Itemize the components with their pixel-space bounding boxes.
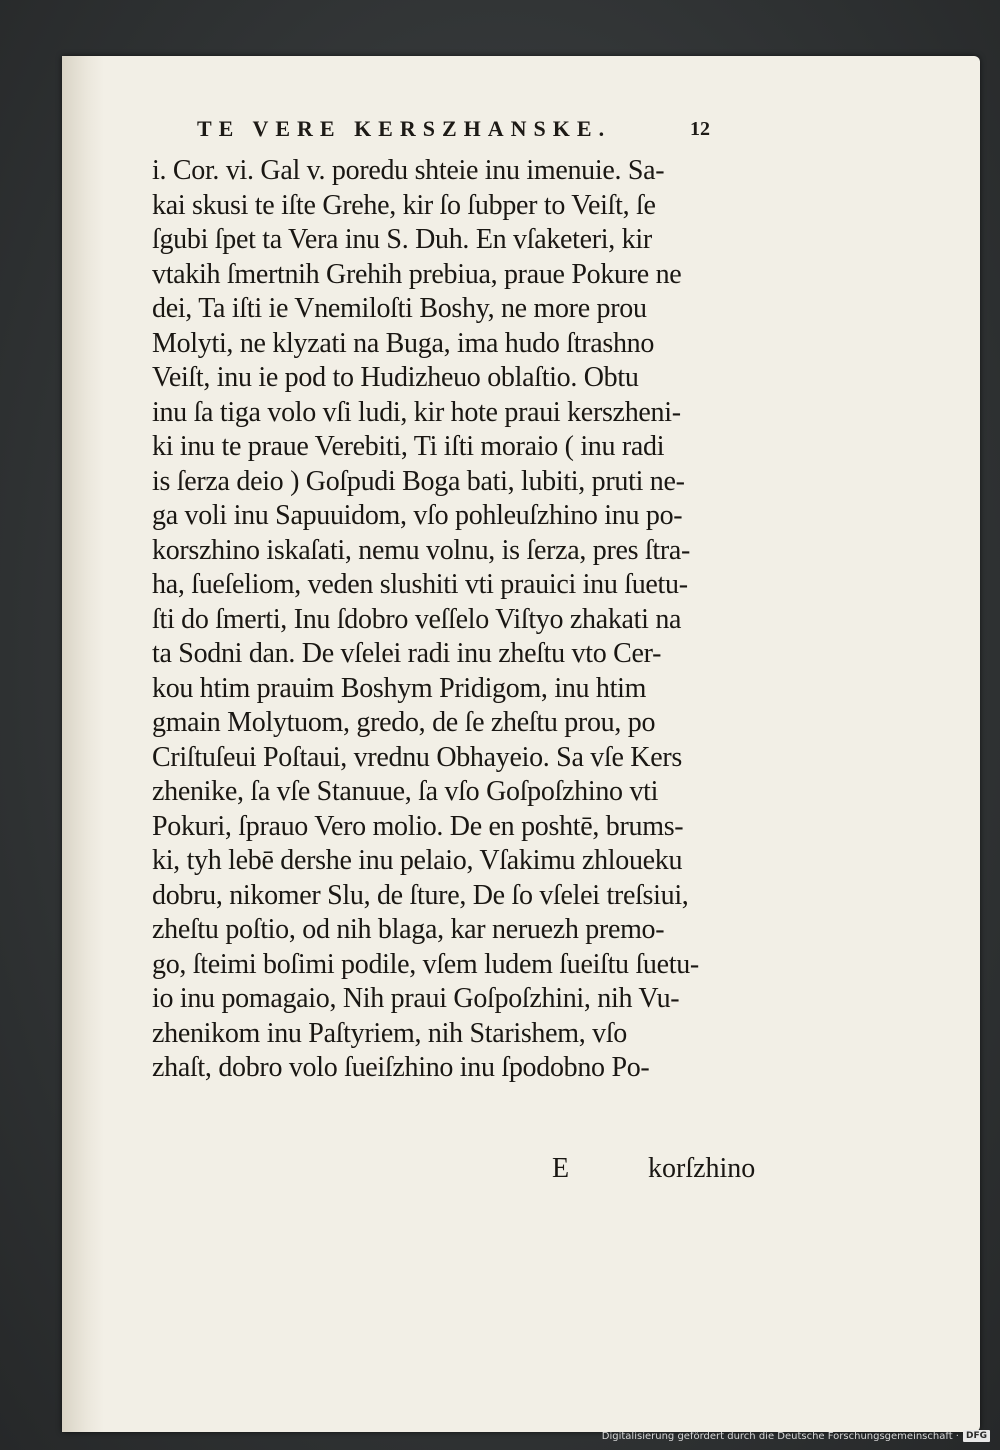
text-line: zhaſt, dobro volo ſueiſzhino inu ſpodobno Po- [152, 1052, 650, 1083]
text-line: vtakih ſmertnih Grehih prebiua, praue Pokure ne [152, 258, 682, 290]
text-line: ta Sodni dan. De vſelei radi inu zheſtu vto Cer- [152, 638, 662, 669]
text-line: zhenike, ſa vſe Stanuue, ſa vſo Goſpoſzhino vti [152, 776, 659, 807]
text-line: ſgubi ſpet ta Vera inu S. Duh. En vſaketeri, kir [152, 224, 652, 255]
dfg-logo: DFG [963, 1430, 990, 1442]
text-line: ga voli inu Sapuuidom, vſo pohleuſzhino inu po- [152, 500, 683, 531]
catchword: korſzhino [648, 1153, 756, 1184]
text-line: io inu pomagaio, Nih praui Goſpoſzhini, nih Vu- [152, 983, 680, 1014]
credit-text: Digitalisierung gefördert durch die Deutsche Forschungsgemeinschaft · [601, 1430, 959, 1442]
text-line: kai skusi te iſte Grehe, kir ſo ſubper to Veiſt, ſe [152, 189, 656, 221]
text-line: Criſtuſeui Poſtaui, vrednu Obhayeio. Sa vſe Kers [152, 741, 682, 773]
text-line: Molyti, ne klyzati na Buga, ima hudo ſtrashno [152, 327, 655, 359]
folio-number: 12 [690, 118, 710, 140]
body-text [152, 154, 802, 1086]
text-line: zhenikom inu Paſtyriem, nih Starishem, vſo [152, 1017, 628, 1049]
running-title: TE VERE KERSZHANSKE. [197, 116, 612, 141]
text-line: ha, ſueſeliom, veden slushiti vti prauici inu ſuetu- [152, 569, 688, 600]
text-line: dobru, nikomer Slu, de ſture, De ſo vſelei treſsiui, [152, 879, 689, 911]
text-line: ſti do ſmerti, Inu ſdobro veſſelo Viſtyo zhakati na [152, 603, 682, 635]
book-page [62, 56, 980, 1432]
text-line: korszhino iskaſati, nemu volnu, is ſerza, pres ſtra- [152, 534, 691, 566]
text-line: zheſtu poſtio, od nih blaga, kar neruezh premo- [152, 914, 665, 945]
signature-mark: E [552, 1153, 570, 1184]
text-line: Pokuri, ſprauo Vero molio. De en poshtē, brums- [152, 810, 684, 842]
text-line: i. Cor. vi. Gal v. poredu shteie inu imenuie. Sa- [152, 155, 665, 186]
text-line: inu ſa tiga volo vſi ludi, kir hote praui kerszheni- [152, 396, 681, 428]
text-line: gmain Molytuom, gredo, de ſe zheſtu prou, po [152, 707, 656, 738]
text-line: dei, Ta iſti ie Vnemiloſti Boshy, ne more prou [152, 293, 647, 324]
text-line: kou htim prauim Boshym Pridigom, inu htim [152, 672, 647, 704]
digitization-credit [602, 1430, 990, 1442]
text-line: ki inu te praue Verebiti, Ti iſti moraio ( inu radi [152, 431, 665, 462]
text-line: ki, tyh lebē dershe inu pelaio, Vſakimu zhloueku [152, 845, 683, 876]
text-line: Veiſt, inu ie pod to Hudizheuo oblaſtio. Obtu [152, 362, 639, 393]
page-gutter-shading [62, 56, 104, 1432]
text-line: go, ſteimi boſimi podile, vſem ludem ſueiſtu ſuetu- [152, 948, 699, 980]
text-line: is ſerza deio ) Goſpudi Boga bati, lubiti, pruti ne- [152, 465, 685, 497]
catchword-row [152, 1153, 802, 1189]
